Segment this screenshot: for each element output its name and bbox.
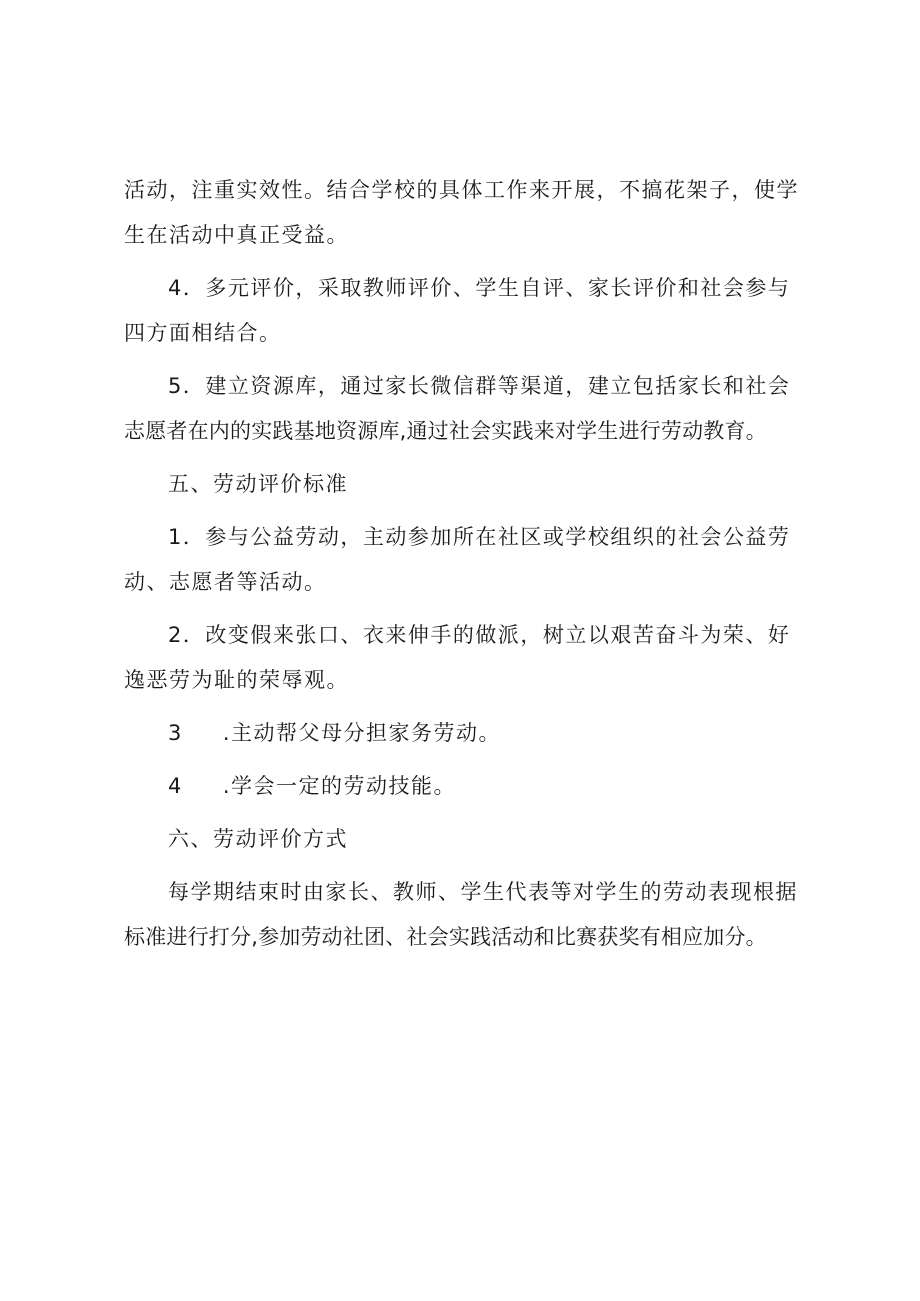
document-body: [124, 168, 814, 968]
text-line: 志愿者在内的实践基地资源库,通过社会实践来对学生进行劳动教育。: [124, 419, 767, 443]
text-line: 动、志愿者等活动。: [124, 570, 327, 594]
paragraph-standard-2: [124, 613, 814, 703]
section-heading-6: 六、劳动评价方式: [168, 827, 348, 851]
text-line: 活动，注重实效性。结合学校的具体工作来开展，不搞花架子，使学: [124, 178, 799, 202]
text-line: 4．多元评价，采取教师评价、学生自评、家长评价和社会参与: [168, 276, 791, 300]
item-text: .主动帮父母分担家务劳动。: [222, 721, 502, 745]
paragraph-standard-4: [124, 764, 814, 809]
text-line: 四方面相结合。: [124, 321, 282, 345]
text-line: 逸恶劳为耻的荣辱观。: [124, 668, 349, 692]
section-heading-5: 五、劳动评价标准: [168, 472, 348, 496]
paragraph-standard-3: [124, 711, 814, 756]
paragraph-standard-1: [124, 515, 814, 605]
text-line: 标准进行打分,参加劳动社团、社会实践活动和比赛获奖有相应加分。: [124, 925, 767, 949]
item-text: .学会一定的劳动技能。: [222, 774, 457, 798]
text-line: 生在活动中真正受益。: [124, 223, 349, 247]
item-number: 4: [168, 774, 183, 798]
item-number: 3: [168, 721, 183, 745]
paragraph-activity-effectiveness: [124, 168, 814, 258]
paragraph-evaluation-method: [124, 870, 814, 960]
paragraph-item-5-resource-library: [124, 364, 814, 454]
paragraph-item-4-evaluation: [124, 266, 814, 356]
text-line: 2．改变假来张口、衣来伸手的做派，树立以艰苦奋斗为荣、好: [168, 623, 791, 647]
text-line: 每学期结束时由家长、教师、学生代表等对学生的劳动表现根据: [168, 880, 798, 904]
text-line: 1．参与公益劳动，主动参加所在社区或学校组织的社会公益劳: [168, 525, 791, 549]
text-line: 5．建立资源库，通过家长微信群等渠道，建立包括家长和社会: [168, 374, 791, 398]
